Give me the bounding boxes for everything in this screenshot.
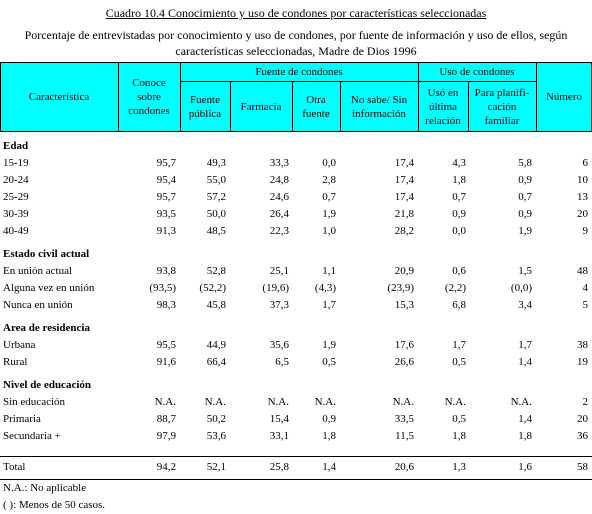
header-left-border xyxy=(0,62,1,132)
cell-otra-fuente: 0,5 xyxy=(322,356,336,368)
cell-otra-fuente: 1,4 xyxy=(322,461,336,473)
subtitle-line-2: características seleccionadas, Madre de Dios 1996 xyxy=(175,44,417,58)
cell-numero: 4 xyxy=(582,282,588,294)
header-fuente-publica: Fuente pública xyxy=(188,94,222,120)
header-caracteristica: Característica xyxy=(28,91,90,103)
table-subtitle xyxy=(0,27,592,59)
cell-otra-fuente: 0,9 xyxy=(322,413,336,425)
cell-numero: 20 xyxy=(577,208,588,220)
header-divider xyxy=(230,82,231,132)
cell-farmacia: 24,8 xyxy=(269,174,289,186)
row-label: Primaria xyxy=(3,413,41,425)
cell-planificacion: 0,9 xyxy=(518,208,532,220)
cell-numero: 6 xyxy=(582,157,588,169)
cell-fuente-publica: 45,8 xyxy=(206,299,226,311)
header-no-sabe: No sabe/ Sin información xyxy=(350,94,408,120)
section-heading xyxy=(0,319,592,337)
header-otra-fuente: Otra fuente xyxy=(302,94,330,120)
row-label: 25-29 xyxy=(3,191,29,203)
cell-conoce: 88,7 xyxy=(156,413,176,425)
header-divider xyxy=(418,62,419,132)
header-top-border xyxy=(0,62,592,63)
cell-uso-ultima: 6,8 xyxy=(452,299,466,311)
cell-farmacia: (19,6) xyxy=(262,282,289,294)
cell-uso-ultima: 4,3 xyxy=(452,157,466,169)
cell-no-sabe: (23,9) xyxy=(387,282,414,294)
cell-planificacion: 1,4 xyxy=(518,356,532,368)
cell-farmacia: 15,4 xyxy=(269,413,289,425)
section-label: Nivel de educación xyxy=(3,379,91,391)
cell-fuente-publica: 48,5 xyxy=(206,225,226,237)
cell-otra-fuente: 1,0 xyxy=(322,225,336,237)
cell-uso-ultima: N.A. xyxy=(444,396,466,408)
cell-farmacia: 26,4 xyxy=(269,208,289,220)
cell-no-sabe: 20,9 xyxy=(394,265,414,277)
cell-conoce: 94,2 xyxy=(156,461,176,473)
row-label: Secundaria + xyxy=(3,430,61,442)
cell-farmacia: 33,3 xyxy=(269,157,289,169)
cell-planificacion: 0,7 xyxy=(518,191,532,203)
table-row xyxy=(0,296,592,314)
header-divider xyxy=(536,62,537,132)
cell-fuente-publica: 52,8 xyxy=(206,265,226,277)
cell-farmacia: 25,8 xyxy=(269,461,289,473)
subtitle-line-1: Porcentaje de entrevistadas por conocimiento y uso de condones, por fuente de información y uso de ellos, según xyxy=(24,28,568,42)
section-heading xyxy=(0,137,592,155)
cell-farmacia: 37,3 xyxy=(269,299,289,311)
cell-numero: 38 xyxy=(577,339,588,351)
cell-conoce: 95,4 xyxy=(156,174,176,186)
cell-conoce: 97,9 xyxy=(156,430,176,442)
header-divider xyxy=(118,62,119,132)
table-row xyxy=(0,154,592,172)
cell-fuente-publica: 53,6 xyxy=(206,430,226,442)
cell-farmacia: 24,6 xyxy=(269,191,289,203)
header-divider xyxy=(292,82,293,132)
cell-fuente-publica: (52,2) xyxy=(199,282,226,294)
cell-otra-fuente: 1,1 xyxy=(322,265,336,277)
cell-uso-ultima: 0,5 xyxy=(452,356,466,368)
header-uso-ultima: Usó en última relación xyxy=(425,87,461,127)
cell-otra-fuente: 2,8 xyxy=(322,174,336,186)
total-top-rule xyxy=(0,456,592,457)
cell-fuente-publica: 49,3 xyxy=(206,157,226,169)
cell-conoce: N.A. xyxy=(154,396,176,408)
table-row xyxy=(0,410,592,428)
table-row xyxy=(0,336,592,354)
cell-otra-fuente: 1,7 xyxy=(322,299,336,311)
cell-planificacion: N.A. xyxy=(510,396,532,408)
cell-fuente-publica: 50,0 xyxy=(206,208,226,220)
cell-numero: 19 xyxy=(577,356,588,368)
cell-otra-fuente: 1,9 xyxy=(322,339,336,351)
cell-no-sabe: 17,4 xyxy=(394,157,414,169)
header-divider xyxy=(180,62,181,132)
cell-fuente-publica: 66,4 xyxy=(206,356,226,368)
row-label: 20-24 xyxy=(3,174,29,186)
section-label: Estado civil actual xyxy=(3,248,90,260)
cell-numero: 58 xyxy=(577,461,588,473)
cell-fuente-publica: 55,0 xyxy=(206,174,226,186)
cell-planificacion: 1,5 xyxy=(518,265,532,277)
cell-planificacion: 1,6 xyxy=(518,461,532,473)
cell-no-sabe: 28,2 xyxy=(394,225,414,237)
table-row xyxy=(0,458,592,476)
cell-farmacia: 35,6 xyxy=(269,339,289,351)
row-label: 40-49 xyxy=(3,225,29,237)
cell-fuente-publica: N.A. xyxy=(204,396,226,408)
cell-uso-ultima: 1,3 xyxy=(452,461,466,473)
table-row xyxy=(0,279,592,297)
cell-conoce: 93,5 xyxy=(156,208,176,220)
cell-no-sabe: 33,5 xyxy=(394,413,414,425)
header-group-divider xyxy=(180,81,536,82)
cell-planificacion: 0,9 xyxy=(518,174,532,186)
cell-numero: 20 xyxy=(577,413,588,425)
header-uso-group: Uso de condones xyxy=(439,66,515,78)
cell-otra-fuente: 1,9 xyxy=(322,208,336,220)
table-row xyxy=(0,222,592,240)
cell-no-sabe: 17,6 xyxy=(394,339,414,351)
cell-otra-fuente: 0,0 xyxy=(322,157,336,169)
cell-uso-ultima: 1,8 xyxy=(452,430,466,442)
table-bottom-rule xyxy=(0,479,592,480)
header-numero: Número xyxy=(545,91,583,103)
cell-numero: 2 xyxy=(582,396,588,408)
cell-conoce: 98,3 xyxy=(156,299,176,311)
cell-conoce: 91,3 xyxy=(156,225,176,237)
table-title: Cuadro 10.4 Conocimiento y uso de condones por características seleccionadas xyxy=(105,6,487,20)
cell-otra-fuente: 1,8 xyxy=(322,430,336,442)
cell-otra-fuente: 0,7 xyxy=(322,191,336,203)
cell-no-sabe: 21,8 xyxy=(394,208,414,220)
header-planificacion: Para planifi- cación familiar xyxy=(474,87,530,127)
cell-fuente-publica: 50,2 xyxy=(206,413,226,425)
cell-uso-ultima: 1,8 xyxy=(452,174,466,186)
cell-planificacion: 3,4 xyxy=(518,299,532,311)
cell-conoce: 93,8 xyxy=(156,265,176,277)
header-divider xyxy=(468,82,469,132)
header-farmacia: Farmacia xyxy=(240,101,282,113)
row-label: Total xyxy=(3,461,26,473)
cell-no-sabe: N.A. xyxy=(392,396,414,408)
cell-conoce: 95,5 xyxy=(156,339,176,351)
cell-conoce: 95,7 xyxy=(156,157,176,169)
cell-uso-ultima: 1,7 xyxy=(452,339,466,351)
cell-conoce: 95,7 xyxy=(156,191,176,203)
cell-planificacion: 1,7 xyxy=(518,339,532,351)
row-label: En unión actual xyxy=(3,265,73,277)
cell-conoce: 91,6 xyxy=(156,356,176,368)
cell-no-sabe: 15,3 xyxy=(394,299,414,311)
row-label: Nunca en unión xyxy=(3,299,73,311)
section-label: Area de residencia xyxy=(3,322,90,334)
cell-no-sabe: 17,4 xyxy=(394,174,414,186)
row-label: Urbana xyxy=(3,339,36,351)
row-label: Sin educación xyxy=(3,396,66,408)
section-heading xyxy=(0,376,592,394)
cell-fuente-publica: 52,1 xyxy=(206,461,226,473)
cell-no-sabe: 20,6 xyxy=(394,461,414,473)
cell-planificacion: 1,4 xyxy=(518,413,532,425)
header-conoce: Conoce sobre condones xyxy=(128,77,170,117)
cell-uso-ultima: 0,6 xyxy=(452,265,466,277)
cell-numero: 13 xyxy=(577,191,588,203)
cell-no-sabe: 17,4 xyxy=(394,191,414,203)
table-row xyxy=(0,393,592,411)
table-row xyxy=(0,262,592,280)
table-row xyxy=(0,188,592,206)
cell-uso-ultima: (2,2) xyxy=(444,282,466,294)
cell-no-sabe: 26,6 xyxy=(394,356,414,368)
cell-otra-fuente: N.A. xyxy=(314,396,336,408)
cell-numero: 48 xyxy=(577,265,588,277)
cell-no-sabe: 11,5 xyxy=(395,430,414,442)
cell-otra-fuente: (4,3) xyxy=(314,282,336,294)
header-divider xyxy=(340,82,341,132)
cell-farmacia: 6,5 xyxy=(275,356,289,368)
footnote-na: N.A.: No aplicable xyxy=(3,482,87,494)
row-label: Alguna vez en unión xyxy=(3,282,95,294)
cell-uso-ultima: 0,0 xyxy=(452,225,466,237)
section-label: Edad xyxy=(3,140,29,152)
cell-numero: 10 xyxy=(577,174,588,186)
cell-conoce: (93,5) xyxy=(149,282,176,294)
cell-planificacion: (0,0) xyxy=(510,282,532,294)
cell-numero: 36 xyxy=(577,430,588,442)
table-row xyxy=(0,171,592,189)
cell-uso-ultima: 0,7 xyxy=(452,191,466,203)
cell-fuente-publica: 57,2 xyxy=(206,191,226,203)
footnote-parentheses: ( ): Menos de 50 casos. xyxy=(3,499,106,511)
cell-planificacion: 1,9 xyxy=(518,225,532,237)
cell-planificacion: 1,8 xyxy=(518,430,532,442)
cell-uso-ultima: 0,9 xyxy=(452,208,466,220)
header-fuente-group: Fuente de condones xyxy=(255,66,343,78)
row-label: 15-19 xyxy=(3,157,29,169)
cell-planificacion: 5,8 xyxy=(518,157,532,169)
cell-uso-ultima: 0,5 xyxy=(452,413,466,425)
table-row xyxy=(0,353,592,371)
cell-farmacia: 25,1 xyxy=(269,265,289,277)
row-label: 30-39 xyxy=(3,208,29,220)
table-row xyxy=(0,427,592,445)
cell-numero: 9 xyxy=(582,225,588,237)
table-header xyxy=(0,62,592,132)
cell-farmacia: 33,1 xyxy=(269,430,289,442)
table-row xyxy=(0,205,592,223)
row-label: Rural xyxy=(3,356,28,368)
header-bottom-border xyxy=(0,131,592,132)
cell-farmacia: N.A. xyxy=(267,396,289,408)
section-heading xyxy=(0,245,592,263)
cell-farmacia: 22,3 xyxy=(269,225,289,237)
cell-numero: 5 xyxy=(582,299,588,311)
cell-fuente-publica: 44,9 xyxy=(206,339,226,351)
